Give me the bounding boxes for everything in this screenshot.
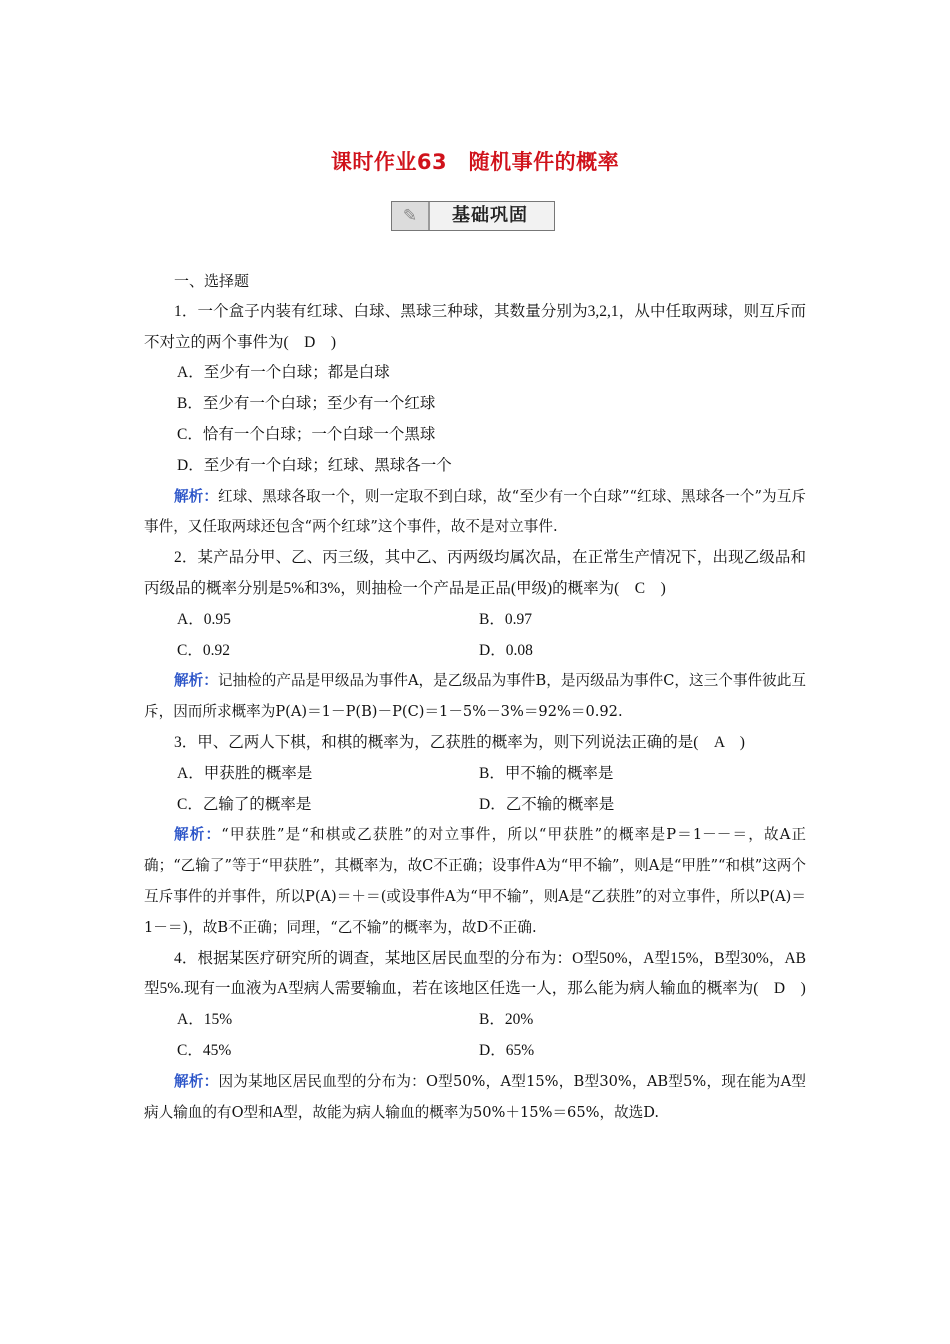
question-3-stem: 3．甲、乙两人下棋，和棋的概率为，乙获胜的概率为，则下列说法正确的是( A ) <box>174 733 745 751</box>
question-3-options-row-1 <box>144 759 806 790</box>
analysis-text: 记抽检的产品是甲级品为事件A，是乙级品为事件B，是丙级品为事件C，这三个事件彼此互斥，因而所求概率为P(A)＝1－P(B)－P(C)＝1－5%－3%＝92%＝0.92. <box>144 672 806 721</box>
question-2-option-b: B．0.97 <box>479 610 532 628</box>
question-4-options-row-1 <box>144 1005 806 1036</box>
section-heading: 一、选择题 <box>174 272 250 290</box>
question-4-option-c: C．45% <box>177 1041 232 1059</box>
pencil-icon: ✎ <box>392 202 430 230</box>
question-4-option-b: B．20% <box>479 1011 534 1029</box>
question-1-stem: 1．一个盒子内装有红球、白球、黑球三种球，其数量分别为3,2,1，从中任取两球，则互斥而不对立的两个事件为( D ) <box>144 302 806 351</box>
question-3-option-c: C．乙输了的概率是 <box>177 795 312 813</box>
question-3-option-d: D．乙不输的概率是 <box>479 795 615 813</box>
question-2-options-row-1 <box>144 605 806 636</box>
question-3-options-row-2 <box>144 790 806 821</box>
question-3-analysis <box>144 820 806 943</box>
analysis-text: 红球、黑球各取一个，则一定取不到白球，故“至少有一个白球”“红球、黑球各一个”为互斥事件，又任取两球还包含“两个红球”这个事件，故不是对立事件. <box>144 487 806 536</box>
question-2-option-c: C．0.92 <box>177 641 230 659</box>
question-list <box>144 266 806 1128</box>
question-4-option-d: D．65% <box>479 1041 535 1059</box>
question-2-options-row-2 <box>144 636 806 667</box>
question-1-option-b: B．至少有一个白球；至少有一个红球 <box>177 395 436 413</box>
question-4-stem: 4．根据某医疗研究所的调查，某地区居民血型的分布为：O型50%，A型15%，B型30%，AB型5%.现有一血液为A型病人需要输血，若在该地区任选一人，那么能为病人输血的概率为( D ) <box>144 949 806 998</box>
question-2-option-d: D．0.08 <box>479 641 533 659</box>
question-3-option-a: A．甲获胜的概率是 <box>177 764 313 782</box>
analysis-text: “甲获胜”是“和棋或乙获胜”的对立事件，所以“甲获胜”的概率是P＝1－－＝，故A正确；“乙输了”等于“甲获胜”，其概率为，故C不正确；设事件A为“甲不输”，则A是“甲胜”“和棋”这两个互斥事件的并事件，所以P(A)＝＋＝(或设事件A为“甲不输”，则A是“乙获胜”的对立事件，所以P(A)＝1－＝)，故B不正确；同理，“乙不输”的概率为，故D不正确. <box>144 826 806 936</box>
question-2-stem: 2．某产品分甲、乙、丙三级，其中乙、丙两级均属次品，在正常生产情况下，出现乙级品和丙级品的概率分别是5%和3%，则抽检一个产品是正品(甲级)的概率为( C ) <box>144 549 806 597</box>
analysis-label: 解析： <box>174 487 219 505</box>
analysis-label: 解析： <box>174 826 222 844</box>
question-4-option-a: A．15% <box>177 1011 233 1029</box>
question-1-option-d: D．至少有一个白球；红球、黑球各一个 <box>177 456 452 474</box>
question-1-option-a: A．至少有一个白球；都是白球 <box>177 364 390 382</box>
question-4-analysis <box>144 1067 806 1129</box>
question-2-option-a: A．0.95 <box>177 610 231 628</box>
banner-label: 基础巩固 <box>452 205 528 226</box>
page-title: 课时作业63 随机事件的概率 <box>330 150 620 174</box>
question-1-option-c: C．恰有一个白球；一个白球一个黑球 <box>177 425 436 443</box>
analysis-label: 解析： <box>174 672 218 690</box>
question-1-analysis <box>144 482 806 544</box>
question-2-analysis <box>144 666 806 728</box>
question-3-option-b: B．甲不输的概率是 <box>479 764 614 782</box>
question-4-options-row-2 <box>144 1036 806 1067</box>
analysis-label: 解析： <box>174 1072 219 1090</box>
analysis-text: 因为某地区居民血型的分布为：O型50%，A型15%，B型30%，AB型5%，现在能为A型病人输血的有O型和A型，故能为病人输血的概率为50%＋15%＝65%，故选D. <box>144 1072 806 1121</box>
section-banner <box>391 201 555 231</box>
